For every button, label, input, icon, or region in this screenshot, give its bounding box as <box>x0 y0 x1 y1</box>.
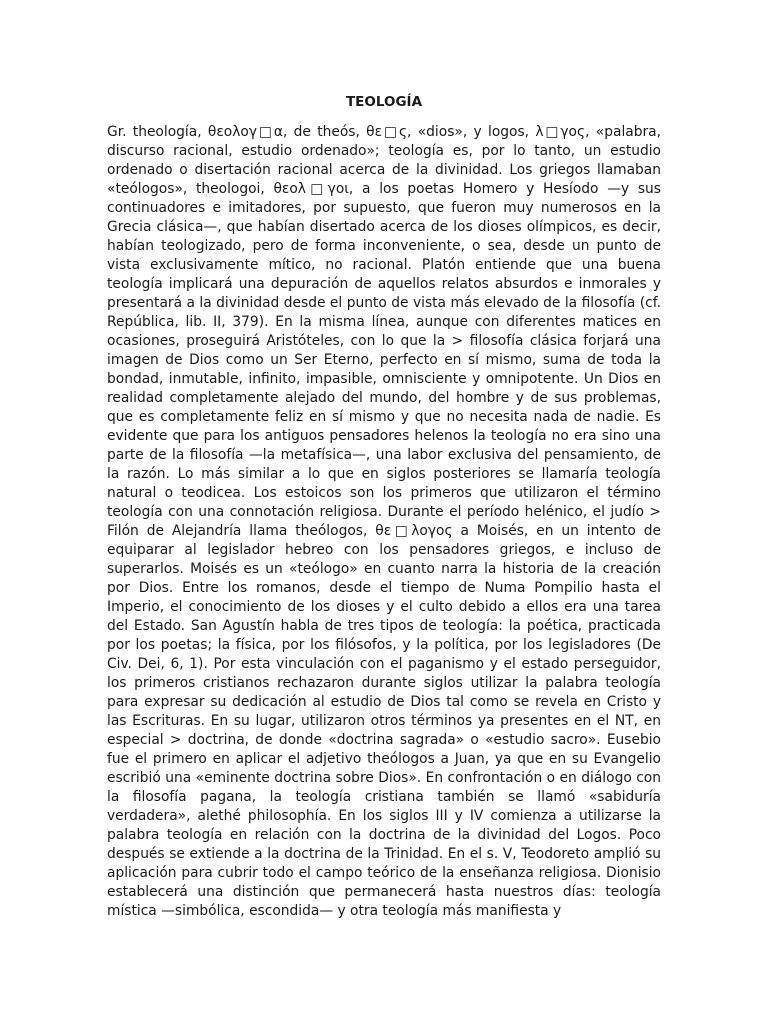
document-title: TEOLOGÍA <box>345 94 423 110</box>
document-body-paragraph: Gr. theología, θεολογ□α, de theós, θε□ς, «dios», y logos, λ□γος, «palabra, discurso racional, estudio ordenado»; teología es, por lo tanto, un estudio ordenado o disertación racional acerca de la divinidad. Los griegos llamaban «teólogos», theologoi, θεολ□γοι, a los poetas Homero y Hesíodo —y sus continuadores e imitadores, por supuesto, que fueron muy numerosos en la Grecia clásica—, que habían disertado acerca de los dioses olímpicos, es decir, habían teologizado, pero de forma inconveniente, o sea, desde un punto de vista exclusivamente mítico, no racional. Platón entiende que una buena teología implicará una depuración de aquellos relatos absurdos e inmorales y presentará a la divinidad desde el punto de vista más elevado de la filosofía (cf. República, lib. II, 379). En la misma línea, aunque con diferentes matices en ocasiones, proseguirá Aristóteles, con lo que la > filosofía clásica forjará una imagen de Dios como un Ser Eterno, perfecto en sí mismo, suma de toda la bondad, inmutable, infinito, impasible, omnisciente y omnipotente. Un Dios en realidad completamente alejado del mundo, del hombre y de sus problemas, que es completamente feliz en sí mismo y que no necesita nada de nadie. Es evidente que para los antiguos pensadores helenos la teología no era sino una parte de la filosofía —la metafísica—, una labor exclusiva del pensamiento, de la razón. Lo más similar a lo que en siglos posteriores se llamaría teología natural o teodicea. Los estoicos son los primeros que utilizaron el término teología con una connotación religiosa. Durante el período helénico, el judío > Filón de Alejandría llama theólogos, θε□λογος a Moisés, en un intento de equiparar al legislador hebreo con los pensadores griegos, e incluso de superarlos. Moisés es un «teólogo» en cuanto narra la historia de la creación por Dios. Entre los romanos, desde el tiempo de Numa Pompilio hasta el Imperio, el conocimiento de los dioses y el culto debido a ellos era una tarea del Estado. San Agustín habla de tres tipos de teología: la poética, practicada por los poetas; la física, por los filósofos, y la política, por los legisladores (De Civ. Dei, 6, 1). Por esta vinculación con el paganismo y el estado perseguidor, los primeros cristianos rechazaron durante siglos utilizar la palabra teología para expresar su dedicación al estudio de Dios tal como se revela en Cristo y las Escrituras. En su lugar, utilizaron otros términos ya presentes en el NT, en especial > doctrina, de donde «doctrina sagrada» o «estudio sacro». Eusebio fue el primero en aplicar el adjetivo theólogos a Juan, ya que en su Evangelio escribió una «eminente doctrina sobre Dios». En confrontación o en diálogo con la filosofía pagana, la teología cristiana también se llamó «sabiduría verdadera», alethé philosophía. En los siglos III y IV comienza a utilizarse la palabra teología en relación con la doctrina de la divinidad del Logos. Poco después se extiende a la doctrina de la Trinidad. En el s. V, Teodoreto amplió su aplicación para cubrir todo el campo teórico de la enseñanza religiosa. Dionisio establecerá una distinción que permanecerá hasta nuestros días: teología mística —simbólica, escondida— y otra teología más manifiesta y <box>107 124 661 919</box>
